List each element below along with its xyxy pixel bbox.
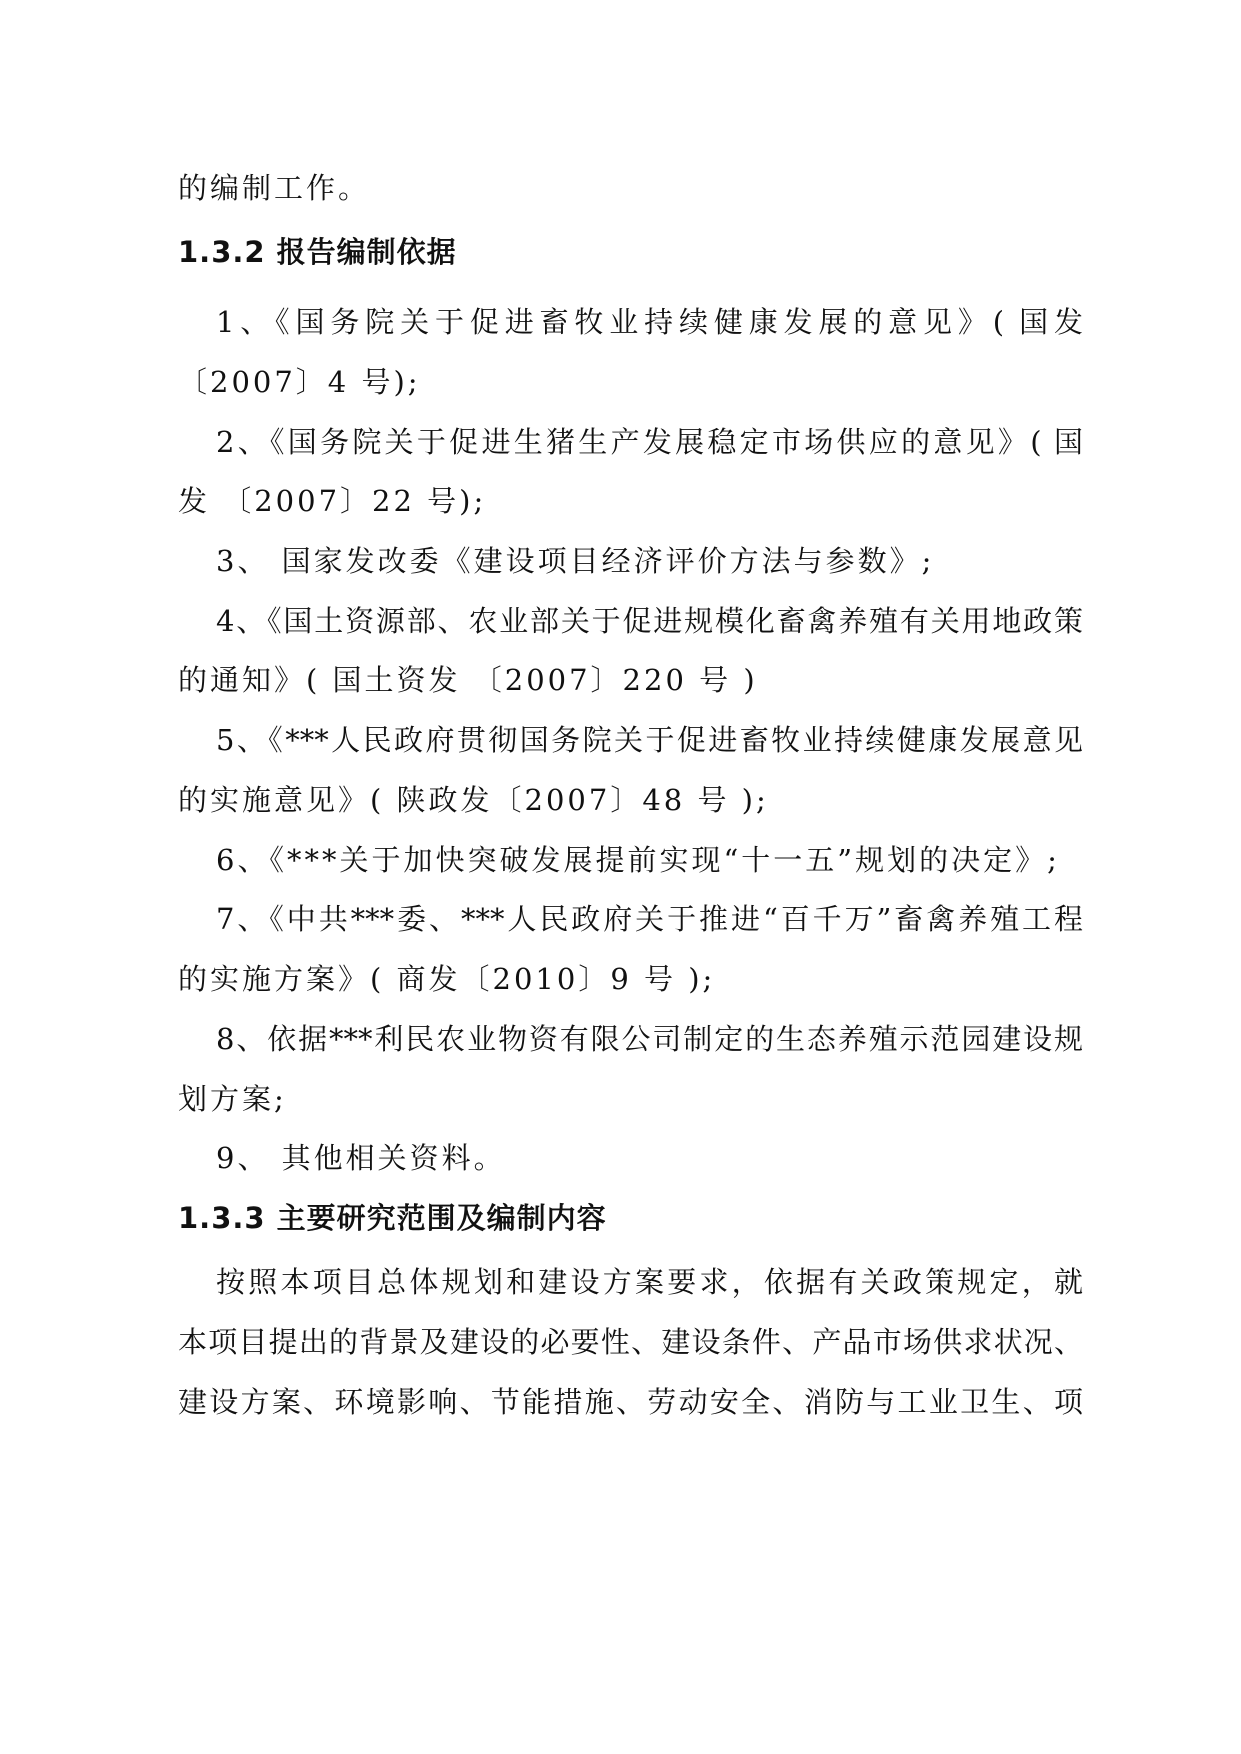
scope-paragraph-line-1: 按照本项目总体规划和建设方案要求，依据有关政策规定，就 (216, 1265, 1083, 1299)
basis-item-8-continued: 划方案; (178, 1082, 287, 1116)
paragraph-continuation: 的编制工作。 (178, 171, 371, 205)
basis-item-4-continued: 的通知》( 国土资发 〔2007〕220 号 ) (178, 663, 758, 697)
basis-item-1: 1、《国务院关于促进畜牧业持续健康发展的意见》( 国发 (216, 305, 1083, 339)
basis-item-2: 2、《国务院关于促进生猪生产发展稳定市场供应的意见》( 国 (216, 425, 1083, 459)
basis-item-3: 3、 国家发改委《建设项目经济评价方法与参数》; (216, 544, 935, 578)
basis-item-5: 5、《***人民政府贯彻国务院关于促进畜牧业持续健康发展意见 (216, 723, 1083, 757)
section-heading-1-3-3: 1.3.3 主要研究范围及编制内容 (178, 1201, 607, 1235)
basis-item-8: 8、依据***利民农业物资有限公司制定的生态养殖示范园建设规 (216, 1022, 1083, 1056)
basis-item-1-continued: 〔2007〕4 号); (178, 365, 421, 399)
basis-item-7-continued: 的实施方案》( 商发〔2010〕9 号 ); (178, 962, 716, 996)
basis-item-9: 9、 其他相关资料。 (216, 1141, 506, 1175)
basis-item-5-continued: 的实施意见》( 陕政发〔2007〕48 号 ); (178, 783, 769, 817)
section-heading-1-3-2: 1.3.2 报告编制依据 (178, 235, 457, 269)
basis-item-4: 4、《国土资源部、农业部关于促进规模化畜禽养殖有关用地政策 (216, 604, 1083, 638)
scope-paragraph-line-3: 建设方案、环境影响、节能措施、劳动安全、消防与工业卫生、项 (178, 1385, 1083, 1419)
scope-paragraph-line-2: 本项目提出的背景及建设的必要性、建设条件、产品市场供求状况、 (178, 1325, 1083, 1359)
basis-item-2-continued: 发 〔2007〕22 号); (178, 484, 487, 518)
basis-item-6: 6、《***关于加快突破发展提前实现“十一五”规划的决定》; (216, 843, 1060, 877)
basis-item-7: 7、《中共***委、***人民政府关于推进“百千万”畜禽养殖工程 (216, 902, 1083, 936)
